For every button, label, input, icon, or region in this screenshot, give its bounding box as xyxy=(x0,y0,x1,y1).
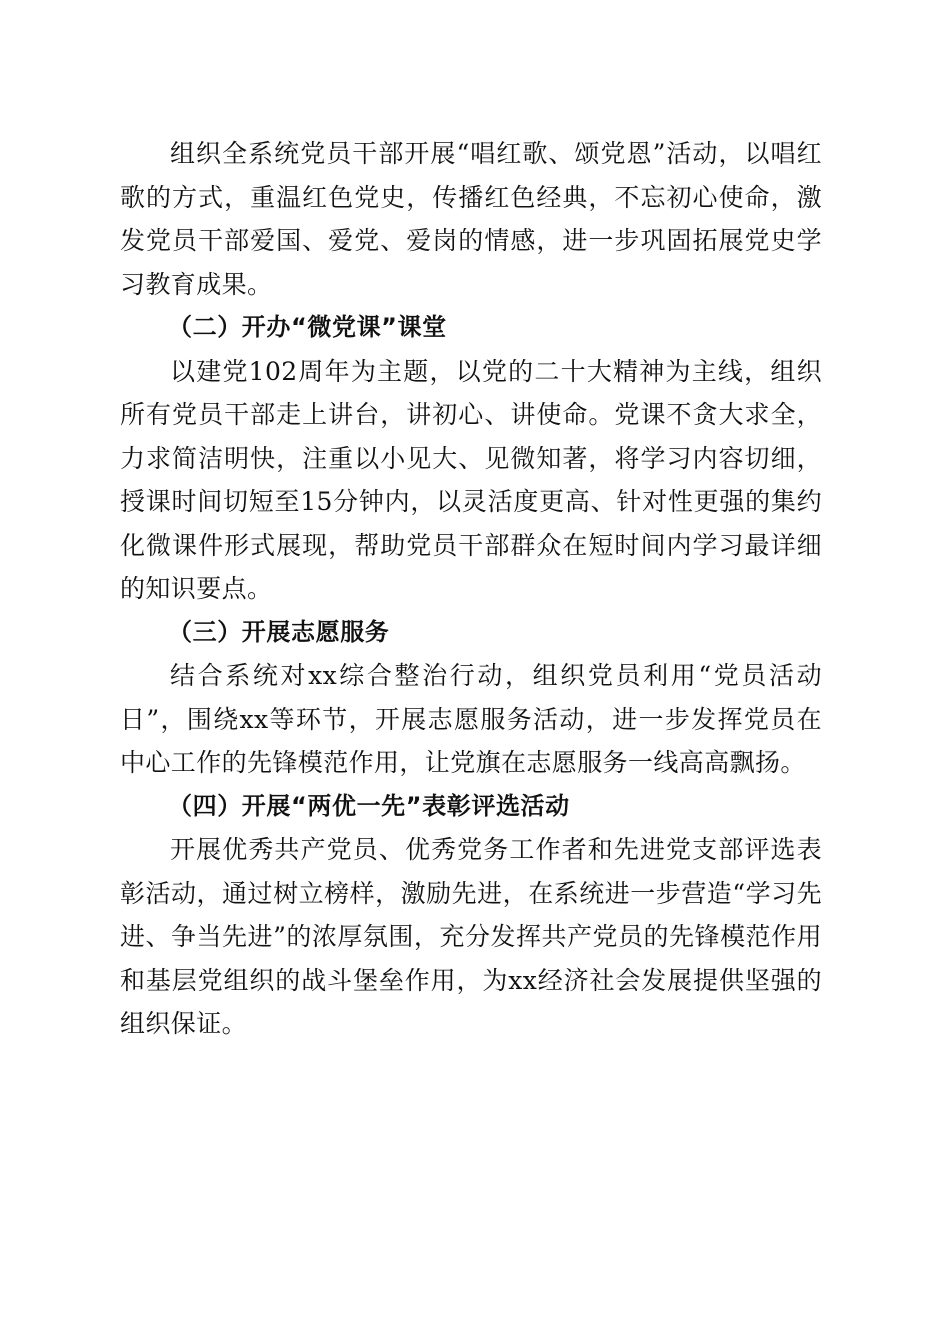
heading-2: （二）开办“微党课”课堂 xyxy=(168,313,447,341)
paragraph-4: 开展优秀共产党员、优秀党务工作者和先进党支部评选表彰活动，通过树立榜样，激励先进，在系统进一步营造“学习先进、争当先进”的浓厚氛围，充分发挥共产党员的先锋模范作用和基层党组织的战斗堡垒作用，为xx经济社会发展提供坚强的组织保证。 xyxy=(120,835,822,1038)
paragraph-3: 结合系统对xx综合整治行动，组织党员利用“党员活动日”，围绕xx等环节，开展志愿服务活动，进一步发挥党员在中心工作的先锋模范作用，让党旗在志愿服务一线高高飘扬。 xyxy=(120,661,822,777)
paragraph-1: 组织全系统党员干部开展“唱红歌、颂党恩”活动，以唱红歌的方式，重温红色党史，传播红色经典，不忘初心使命，激发党员干部爱国、爱党、爱岗的情感，进一步巩固拓展党史学习教育成果。 xyxy=(120,139,822,299)
document-body xyxy=(120,132,822,1046)
heading-4: （四）开展“两优一先”表彰评选活动 xyxy=(168,791,570,820)
paragraph-2: 以建党102周年为主题，以党的二十大精神为主线，组织所有党员干部走上讲台，讲初心、讲使命。党课不贪大求全，力求简洁明快，注重以小见大、见微知著，将学习内容切细，授课时间切短至15分钟内，以灵活度更高、针对性更强的集约化微课件形式展现，帮助党员干部群众在短时间内学习最详细的知识要点。 xyxy=(120,356,822,603)
heading-3: （三）开展志愿服务 xyxy=(168,617,390,646)
